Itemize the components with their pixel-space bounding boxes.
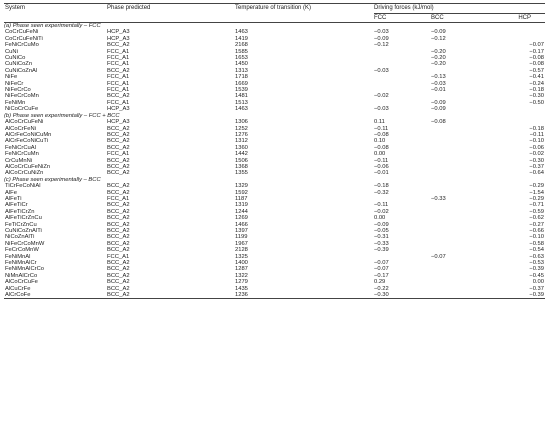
temperature-cell: 1319 [235, 202, 248, 209]
system-cell: NiMnAlCrCo [5, 272, 38, 279]
phase-cell: FCC_A1 [107, 61, 130, 68]
hcp-cell: −0.07 [529, 42, 544, 49]
fcc-cell: −0.11 [374, 202, 389, 209]
phase-table [4, 3, 545, 299]
temperature-cell: 1279 [235, 279, 248, 286]
hcp-header: HCP [518, 15, 531, 21]
phase-cell: FCC_A1 [107, 74, 130, 81]
phase-cell: BCC_A2 [107, 170, 130, 177]
system-cell: FeNiMnAl [5, 253, 31, 260]
system-cell: NiFe [5, 74, 18, 81]
hcp-cell: −0.30 [529, 93, 544, 100]
driving-forces-header: Driving forces (kJ/mol) [374, 4, 545, 14]
system-cell: AlCuCrFe [5, 285, 31, 292]
phase-cell: HCP_A3 [107, 119, 130, 126]
fcc-cell: −0.05 [374, 228, 389, 234]
hcp-cell: −0.63 [529, 253, 544, 260]
temperature-cell: 1653 [235, 55, 248, 62]
system-cell: AlFe [5, 189, 17, 196]
phase-cell: FCC_A1 [107, 253, 130, 260]
system-cell: AlCoCrCuNiZn [5, 170, 44, 177]
temperature-cell: 1187 [235, 195, 248, 202]
header-row-2 [4, 14, 545, 23]
fcc-cell: 0.10 [374, 138, 386, 145]
temperature-cell: 1313 [235, 67, 248, 74]
bcc-header: BCC [431, 15, 444, 21]
fcc-cell: −0.03 [374, 67, 389, 74]
system-cell: FeCrCoMnW [5, 247, 39, 254]
phase-cell: BCC_A2 [107, 234, 130, 241]
phase-cell: BCC_A2 [107, 272, 130, 279]
hcp-cell: −0.64 [529, 170, 544, 177]
system-cell: AlFeTiCr [5, 202, 28, 209]
system-cell: FeNiMn [5, 99, 26, 106]
hcp-cell: −0.18 [529, 125, 544, 132]
system-cell: FeTiCrZnCu [5, 221, 37, 228]
phase-cell: BCC_A2 [107, 202, 130, 209]
system-cell: TiCrFeCoNiAl [5, 183, 41, 190]
hcp-cell: −0.62 [529, 215, 544, 222]
system-cell: NiFeCrCoMn [5, 93, 39, 100]
temperature-cell: 1329 [235, 183, 248, 190]
temperature-cell: 1435 [235, 285, 248, 292]
hcp-cell: −0.17 [529, 48, 544, 55]
phase-cell: HCP_A3 [107, 106, 130, 113]
phase-cell: BCC_A2 [107, 260, 130, 267]
temperature-cell: 1287 [235, 266, 248, 273]
section-heading [4, 23, 545, 30]
temperature-cell: 1669 [235, 80, 248, 87]
temperature-cell: 1442 [235, 151, 248, 158]
hcp-cell: −0.11 [529, 131, 544, 138]
hcp-cell: −0.10 [529, 234, 544, 241]
phase-cell: BCC_A2 [107, 279, 130, 286]
fcc-cell: 0.00 [374, 215, 386, 222]
bcc-cell: −0.12 [431, 35, 446, 42]
hcp-cell: −0.37 [529, 285, 544, 292]
system-cell: FeNiMnAlCr [5, 260, 37, 267]
system-cell: AlCoCrCuFe [5, 279, 38, 286]
fcc-cell: 0.00 [374, 151, 386, 158]
phase-cell: BCC_A2 [107, 221, 130, 228]
system-cell: CuNi [5, 48, 18, 55]
hcp-cell: −0.41 [529, 74, 544, 81]
bcc-cell: −0.07 [431, 253, 446, 260]
fcc-cell: −0.32 [374, 189, 389, 196]
temperature-cell: 1355 [235, 170, 248, 177]
system-header: System [5, 5, 26, 12]
phase-cell: BCC_A2 [107, 67, 130, 74]
fcc-cell: −0.33 [374, 240, 389, 247]
system-cell: NiCoZnAlTi [5, 234, 35, 241]
hcp-cell: −1.54 [529, 189, 544, 196]
phase-cell: HCP_A3 [107, 35, 130, 42]
fcc-cell: −0.08 [374, 131, 389, 138]
phase-cell: BCC_A2 [107, 93, 130, 100]
hcp-cell: −0.27 [529, 221, 544, 228]
fcc-cell: −0.02 [374, 208, 389, 215]
bcc-cell: −0.01 [431, 87, 446, 94]
fcc-cell: −0.39 [374, 247, 389, 254]
phase-cell: FCC_A1 [107, 55, 130, 62]
phase-cell: BCC_A2 [107, 215, 130, 222]
phase-header: Phase predicted [107, 5, 151, 12]
temperature-cell: 1325 [235, 253, 248, 260]
hcp-cell: −0.08 [529, 55, 544, 62]
hcp-cell: −0.29 [529, 195, 544, 202]
bcc-cell: −0.33 [431, 195, 446, 202]
fcc-cell: 0.29 [374, 279, 386, 286]
system-cell: NiFeCr [5, 80, 24, 87]
system-cell: AlCrFeCoNiCuTi [5, 138, 48, 145]
hcp-cell: −0.18 [529, 87, 544, 94]
hcp-cell: −0.37 [529, 163, 544, 170]
temperature-cell: 1718 [235, 74, 248, 81]
system-cell: CuNiCo [5, 55, 26, 62]
bcc-cell: −0.20 [431, 55, 446, 62]
temperature-cell: 1463 [235, 106, 248, 113]
temperature-cell: 1312 [235, 138, 248, 145]
fcc-cell: −0.12 [374, 42, 389, 49]
phase-cell: HCP_A3 [107, 29, 130, 36]
temperature-cell: 1466 [235, 221, 248, 228]
system-cell: NiFeCrCo [5, 87, 31, 94]
temperature-cell: 1368 [235, 163, 248, 170]
fcc-cell: −0.07 [374, 266, 389, 273]
temperature-cell: 1276 [235, 131, 248, 138]
phase-cell: BCC_A2 [107, 247, 130, 254]
hcp-cell: −0.71 [529, 202, 544, 209]
fcc-cell: −0.08 [374, 144, 389, 151]
temperature-cell: 1539 [235, 87, 248, 94]
hcp-cell: −0.29 [529, 183, 544, 190]
table-body [4, 23, 545, 299]
temperature-cell: 1481 [235, 93, 248, 100]
bcc-cell: −0.20 [431, 61, 446, 68]
fcc-cell: −0.22 [374, 285, 389, 292]
system-cell: AlFeTi [5, 195, 22, 202]
header-row-1 [4, 4, 545, 14]
temperature-cell: 1306 [235, 119, 248, 126]
bcc-cell: −0.09 [431, 106, 446, 113]
table-header [4, 4, 545, 23]
phase-cell: BCC_A2 [107, 138, 130, 145]
phase-cell: FCC_A1 [107, 151, 130, 158]
section-title: (b) Phase seen experimentally – FCC + BCC [4, 112, 120, 119]
fcc-cell: −0.09 [374, 35, 389, 42]
temperature-header: Temperature of transition (K) [235, 5, 312, 12]
temperature-cell: 1397 [235, 228, 248, 234]
fcc-cell: −0.18 [374, 183, 389, 190]
temperature-cell: 1244 [235, 208, 248, 215]
system-cell: AlCoCrCuFeNiZn [5, 163, 51, 170]
hcp-cell: −0.10 [529, 138, 544, 145]
fcc-cell: −0.03 [374, 29, 389, 36]
temperature-cell: 1592 [235, 189, 248, 196]
hcp-cell: −0.02 [529, 151, 544, 158]
phase-cell: FCC_A1 [107, 87, 130, 94]
fcc-cell: −0.03 [374, 106, 389, 113]
fcc-cell: −0.11 [374, 125, 389, 132]
temperature-cell: 1400 [235, 260, 248, 267]
phase-cell: BCC_A2 [107, 228, 130, 234]
system-cell: FeNiCrCuAl [5, 144, 36, 151]
system-cell: AlCrCoFe [5, 292, 31, 299]
temperature-cell: 1252 [235, 125, 248, 132]
system-cell: CuNiCoZnAl [5, 67, 38, 74]
fcc-cell: −0.02 [374, 93, 389, 100]
temperature-cell: 1269 [235, 215, 248, 222]
system-cell: FeNiCrCuMo [5, 42, 39, 49]
hcp-cell: −0.45 [529, 272, 544, 279]
hcp-cell: −0.54 [529, 247, 544, 254]
fcc-cell: −0.07 [374, 260, 389, 267]
hcp-cell: −0.59 [529, 208, 544, 215]
hcp-cell: −0.24 [529, 80, 544, 87]
hcp-cell: −0.39 [529, 292, 544, 299]
hcp-cell: −0.57 [529, 67, 544, 74]
fcc-header: FCC [374, 15, 387, 21]
phase-cell: BCC_A2 [107, 266, 130, 273]
phase-cell: BCC_A2 [107, 125, 130, 132]
system-cell: CuNiCoZnAlTi [5, 228, 42, 234]
system-cell: CrCuMnNi [5, 157, 33, 164]
phase-cell: FCC_A1 [107, 80, 130, 87]
hcp-cell: −0.08 [529, 61, 544, 68]
system-cell: CuNiCoZn [5, 61, 33, 68]
system-cell: AlCoCrCuFeNi [5, 119, 44, 126]
temperature-cell: 1506 [235, 157, 248, 164]
phase-cell: FCC_A1 [107, 195, 130, 202]
table-container [4, 3, 545, 299]
temperature-cell: 1513 [235, 99, 248, 106]
temperature-cell: 1450 [235, 61, 248, 68]
system-cell: AlCrFeCoNiCuMn [5, 131, 52, 138]
fcc-cell: −0.31 [374, 234, 389, 241]
fcc-cell: −0.30 [374, 292, 389, 299]
phase-cell: FCC_A1 [107, 48, 130, 55]
system-cell: AlCoCrFeNi [5, 125, 36, 132]
phase-cell: BCC_A2 [107, 208, 130, 215]
bcc-cell: −0.09 [431, 29, 446, 36]
phase-cell: BCC_A2 [107, 144, 130, 151]
temperature-cell: 1322 [235, 272, 248, 279]
hcp-cell: 0.00 [532, 279, 544, 286]
bcc-cell: −0.08 [431, 119, 446, 126]
fcc-cell: −0.09 [374, 221, 389, 228]
bcc-cell: −0.09 [431, 99, 446, 106]
phase-cell: BCC_A2 [107, 157, 130, 164]
hcp-cell: −0.06 [529, 144, 544, 151]
phase-cell: BCC_A2 [107, 285, 130, 292]
phase-cell: BCC_A2 [107, 189, 130, 196]
table-row [4, 292, 545, 299]
fcc-cell: −0.11 [374, 157, 389, 164]
system-cell: CoCrCuFeNiTi [5, 35, 43, 42]
system-cell: NiCoCrCuFe [5, 106, 39, 113]
hcp-cell: −0.39 [529, 266, 544, 273]
system-cell: FeNiCrCuMn [5, 151, 39, 158]
section-title: (c) Phase seen experimentally – BCC [4, 176, 101, 183]
bcc-cell [431, 292, 488, 299]
hcp-cell: −0.58 [529, 240, 544, 247]
hcp-cell: −0.50 [529, 99, 544, 106]
temperature-cell: 1236 [235, 292, 248, 299]
temperature-cell: 1967 [235, 240, 248, 247]
system-cell: AlFeTiCrZnCu [5, 215, 42, 222]
phase-cell: BCC_A2 [107, 42, 130, 49]
phase-cell: BCC_A2 [107, 183, 130, 190]
phase-cell: BCC_A2 [107, 163, 130, 170]
temperature-cell: 1419 [235, 35, 248, 42]
bcc-cell: −0.13 [431, 74, 446, 81]
temperature-cell: 1585 [235, 48, 248, 55]
section-title: (a) Phase seen experimentally – FCC [4, 23, 101, 29]
bcc-cell: −0.20 [431, 48, 446, 55]
fcc-cell: −0.01 [374, 170, 389, 177]
temperature-cell: 2168 [235, 42, 248, 49]
temperature-cell: 1199 [235, 234, 248, 241]
system-cell: FeNiMnAlCrCo [5, 266, 44, 273]
hcp-cell: −0.30 [529, 157, 544, 164]
temperature-cell: 2128 [235, 247, 248, 254]
hcp-cell: −0.53 [529, 260, 544, 267]
temperature-cell: 1463 [235, 29, 248, 36]
system-cell: CoCrCuFeNi [5, 29, 39, 36]
phase-cell: FCC_A1 [107, 99, 130, 106]
fcc-cell: 0.11 [374, 119, 385, 126]
fcc-cell: −0.06 [374, 163, 389, 170]
system-cell: AlFeTiCrZn [5, 208, 35, 215]
phase-cell: BCC_A2 [107, 240, 130, 247]
phase-cell: BCC_A2 [107, 131, 130, 138]
fcc-cell: −0.17 [374, 272, 389, 279]
phase-cell: BCC_A2 [107, 292, 130, 299]
temperature-cell: 1360 [235, 144, 248, 151]
system-cell: NiFeCrCoMnW [5, 240, 45, 247]
hcp-cell: −0.66 [529, 228, 544, 234]
bcc-cell: −0.03 [431, 80, 446, 87]
